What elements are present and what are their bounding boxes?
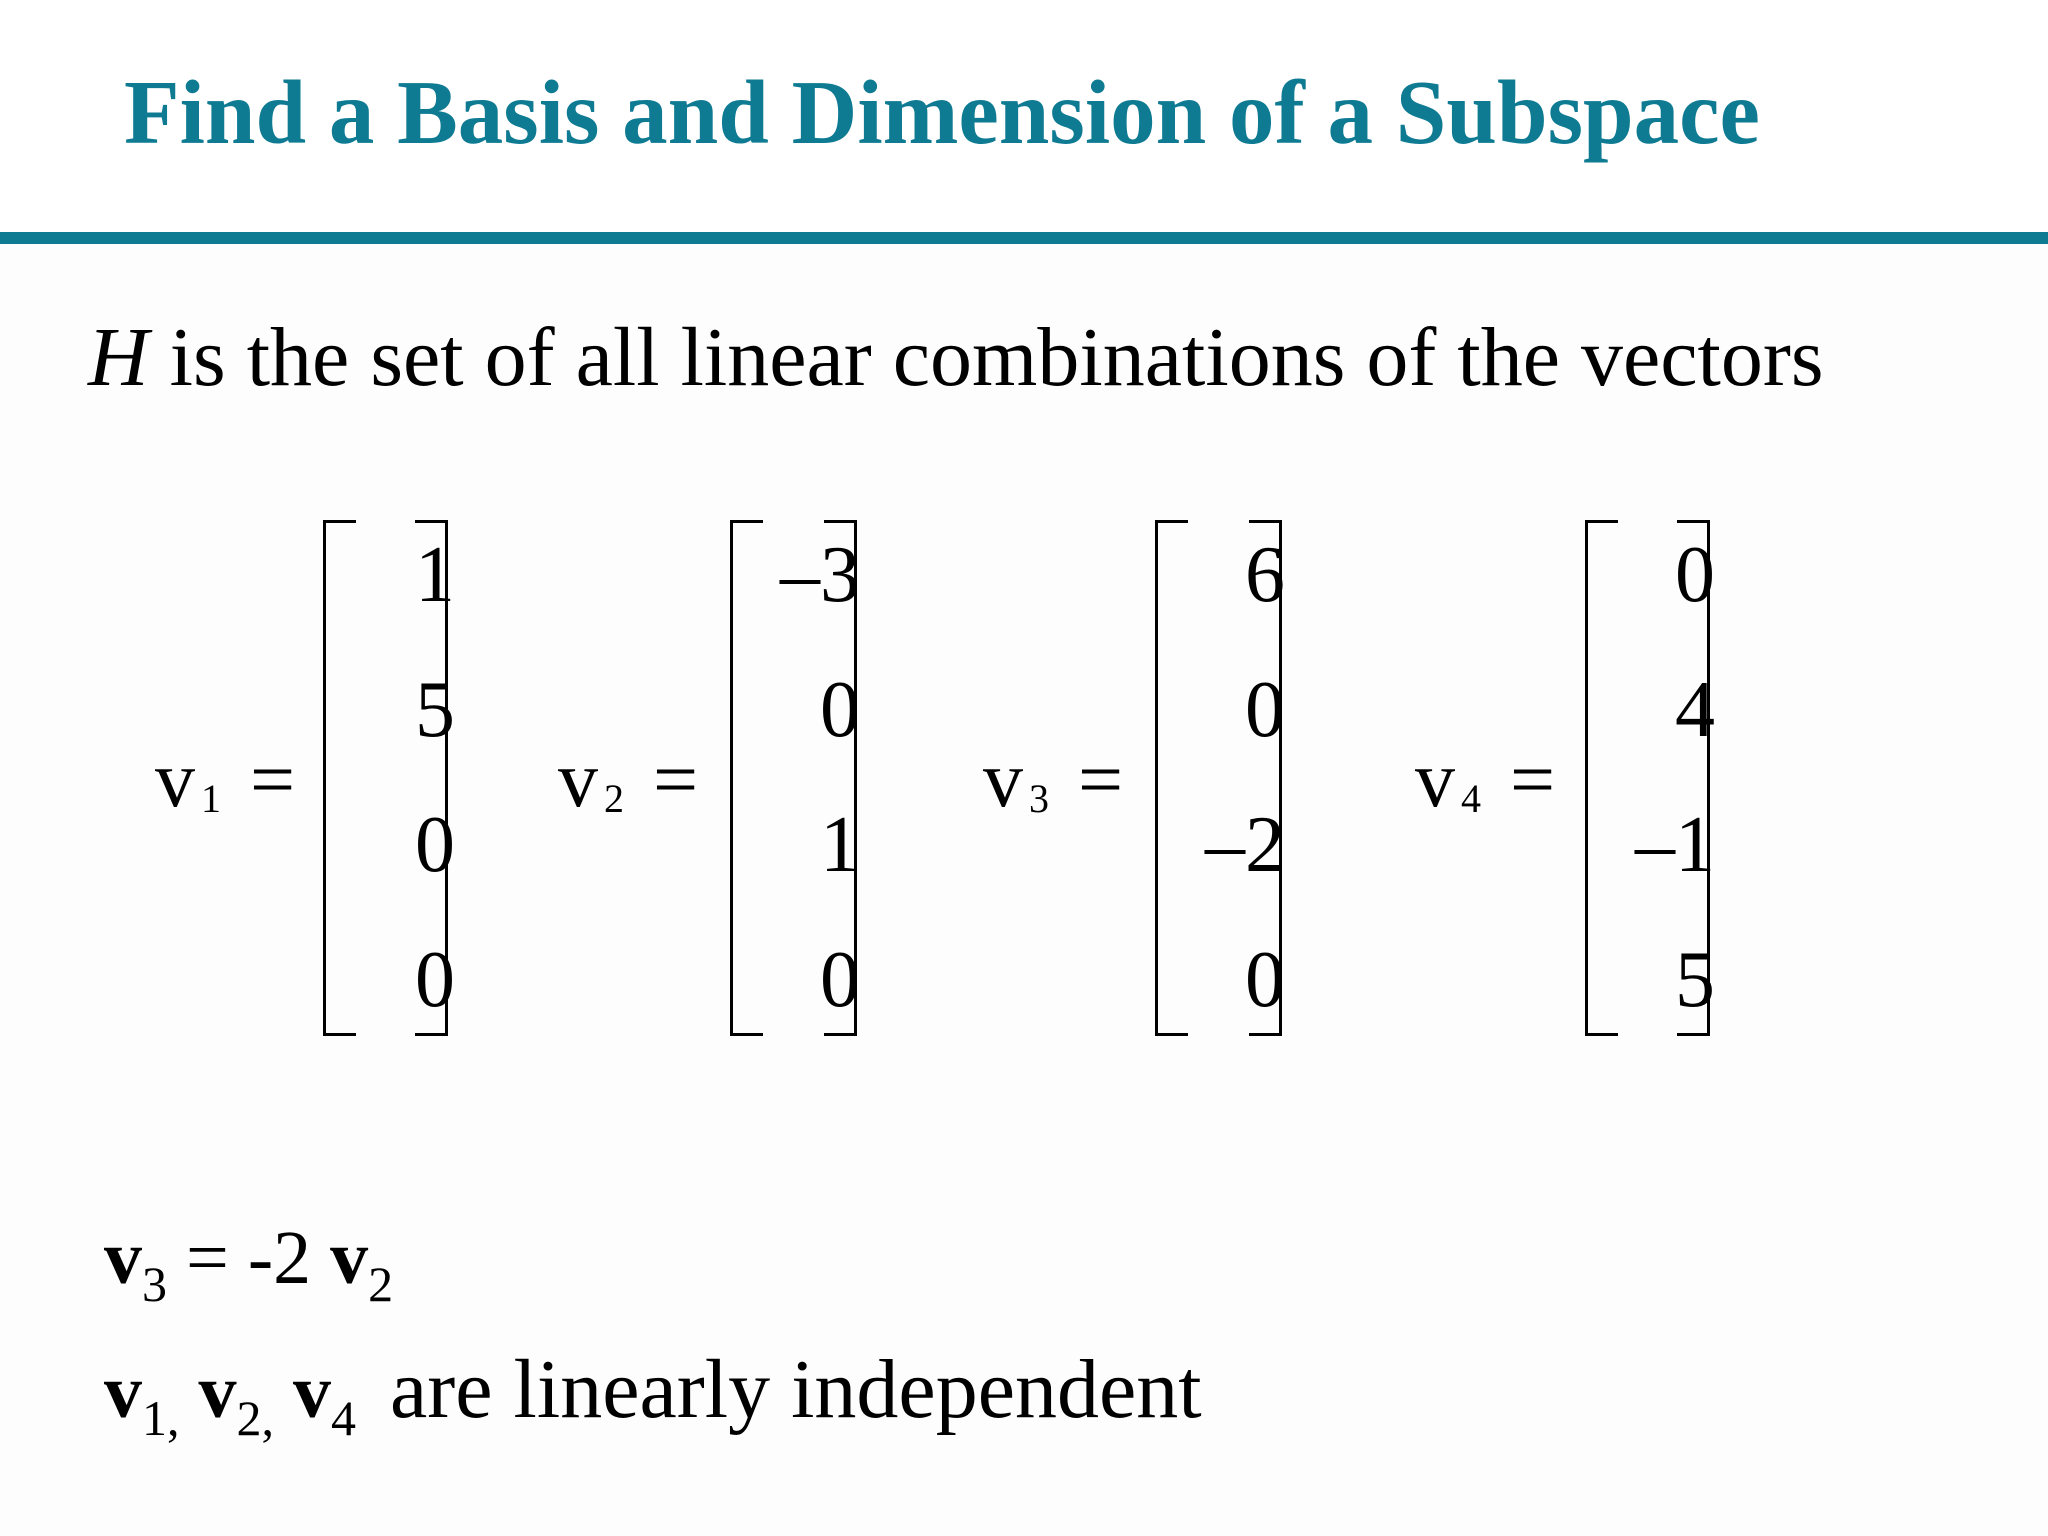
intro-text: is the set of all linear combinations of the vectors — [148, 311, 1824, 404]
vector-entry: 0 — [820, 666, 860, 754]
vector-v1 — [155, 515, 485, 1035]
left-bracket — [1585, 520, 1618, 1036]
vector-label: v $_3$ — [983, 736, 1049, 824]
right-bracket — [1249, 520, 1282, 1036]
vector-label: v $_2$ — [558, 736, 624, 824]
equals-sign: = — [1078, 736, 1124, 824]
independence-statement: $v_{1,}$ $v_{2,}$ $v_4$ are linearly independent — [104, 1343, 1202, 1446]
vector-entry: –1 — [1635, 801, 1715, 889]
vector-entry: 0 — [1245, 666, 1285, 754]
vector-entry: 0 — [820, 936, 860, 1024]
vector-v2 — [558, 515, 888, 1035]
vector-entry: –2 — [1205, 801, 1285, 889]
vector-v4 — [1415, 515, 1745, 1035]
vector-entry: 5 — [415, 666, 455, 754]
dependence-relation: $v_3 = -2$ $v_2$ — [104, 1216, 394, 1312]
vector-entry: 1 — [415, 531, 455, 619]
vector-entry: 0 — [415, 936, 455, 1024]
equals-sign: = — [250, 736, 296, 824]
title-divider — [0, 232, 2048, 244]
independence-text: are linearly independent — [390, 1343, 1202, 1436]
vector-entry: 0 — [1675, 531, 1715, 619]
vector-entry: 0 — [1245, 936, 1285, 1024]
intro-sentence — [88, 310, 1824, 407]
vector-entry: 6 — [1245, 531, 1285, 619]
vector-label: v $_4$ — [1415, 736, 1481, 824]
left-bracket — [323, 520, 356, 1036]
vector-entry: 4 — [1675, 666, 1715, 754]
vector-entry: 1 — [820, 801, 860, 889]
right-bracket — [1677, 520, 1710, 1036]
vector-entry: 0 — [415, 801, 455, 889]
slide-title: Find a Basis and Dimension of a Subspace — [124, 62, 1760, 163]
right-bracket — [824, 520, 857, 1036]
vector-entry: –3 — [780, 531, 860, 619]
vector-entry: 5 — [1675, 936, 1715, 1024]
vector-v3 — [983, 515, 1313, 1035]
equals-sign: = — [1510, 736, 1556, 824]
equals-sign: = — [653, 736, 699, 824]
right-bracket — [415, 520, 448, 1036]
vector-label: v $_1$ — [155, 736, 221, 824]
intro-variable: H — [88, 311, 149, 404]
